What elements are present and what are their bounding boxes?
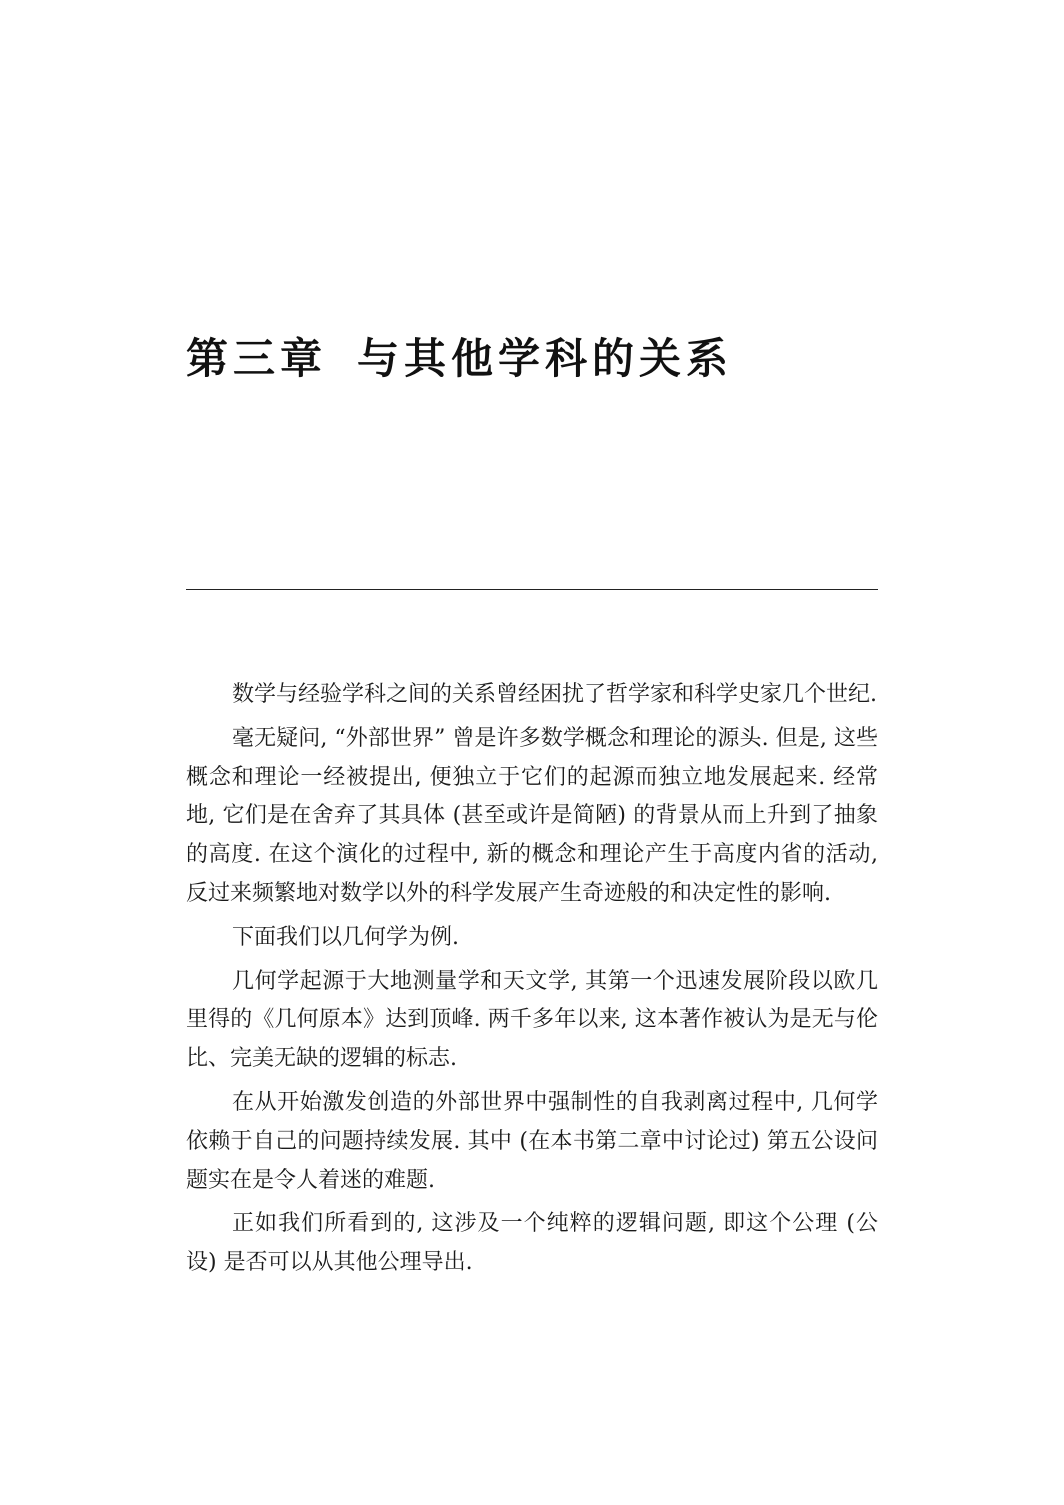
- chapter-title: 与其他学科的关系: [357, 334, 734, 383]
- paragraph-4: 几何学起源于大地测量学和天文学, 其第一个迅速发展阶段以欧几里得的《几何原本》达到顶峰. 两千多年以来, 这本著作被认为是无与伦比、完美无缺的逻辑的标志.: [186, 968, 878, 1072]
- body-text: [186, 676, 878, 1288]
- chapter-number: 第三章: [186, 334, 328, 383]
- paragraph-2: 毫无疑问, “外部世界” 曾是许多数学概念和理论的源头. 但是, 这些概念和理论一经被提出, 便独立于它们的起源而独立地发展起来. 经常地, 它们是在舍弃了其具体 (甚至或许是简陋) 的背景从而上升到了抽象的高度. 在这个演化的过程中, 新的概念和理论产生于高度内省的活动, 反过来频繁地对数学以外的科学发展产生奇迹般的和决定性的影响.: [186, 725, 878, 906]
- paragraph-6: 正如我们所看到的, 这涉及一个纯粹的逻辑问题, 即这个公理 (公设) 是否可以从其他公理导出.: [186, 1211, 878, 1276]
- paragraph-5: 在从开始激发创造的外部世界中强制性的自我剥离过程中, 几何学依赖于自己的问题持续发展. 其中 (在本书第二章中讨论过) 第五公设问题实在是令人着迷的难题.: [186, 1089, 878, 1193]
- chapter-heading: [186, 333, 733, 385]
- horizontal-divider: [186, 589, 878, 590]
- paragraph-3: 下面我们以几何学为例.: [232, 924, 459, 950]
- paragraph-1: 数学与经验学科之间的关系曾经困扰了哲学家和科学史家几个世纪.: [232, 682, 877, 707]
